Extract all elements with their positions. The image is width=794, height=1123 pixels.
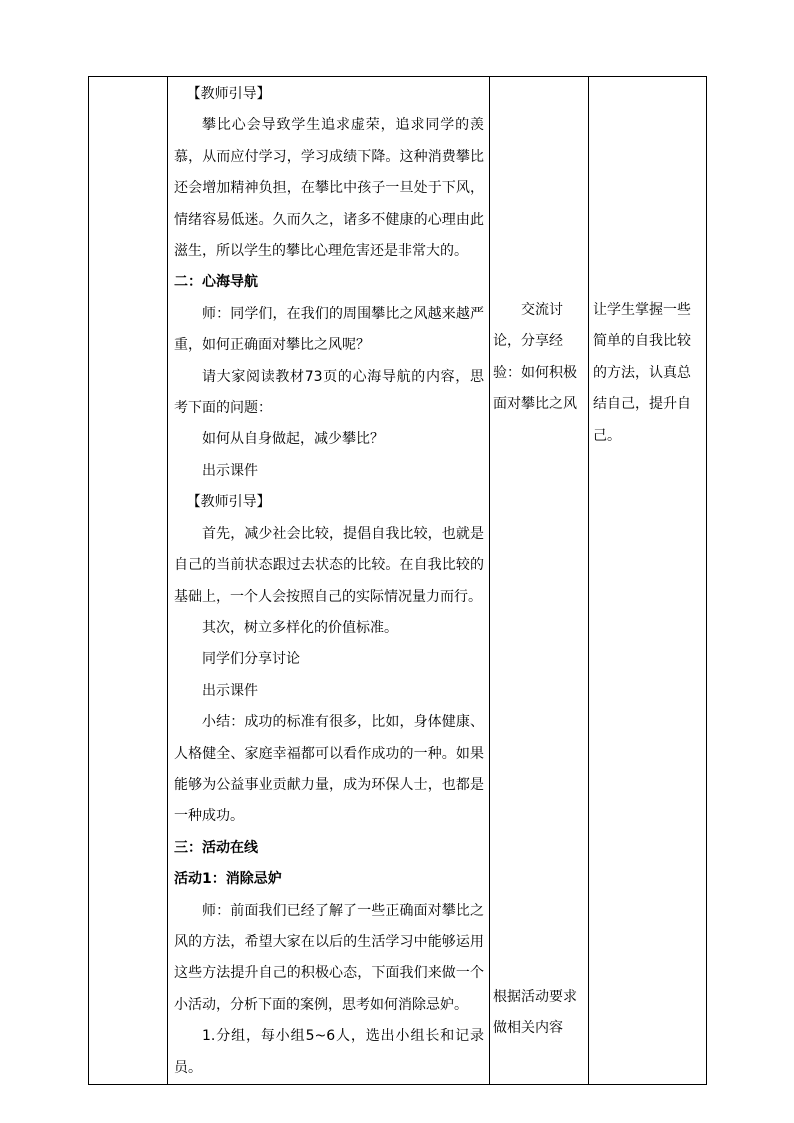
paragraph: 师：同学们，在我们的周围攀比之风越来越严重，如何正确面对攀比之风呢？	[174, 305, 484, 354]
paragraph: 出示课件	[202, 462, 258, 479]
paragraph: 师：前面我们已经了解了一些正确面对攀比之风的方法，希望大家在以后的生活学习中能够运用这些方法提升自己的积极心态，下面我们来做一个小活动，分析下面的案例，思考如何消除忌妒。	[174, 902, 484, 1013]
teacher-guide-label: 【教师引导】	[186, 86, 271, 102]
paragraph: 同学们分享讨论	[202, 651, 300, 668]
section-heading: 三：活动在线	[174, 839, 258, 856]
paragraph: 如何从自身做起，减少攀比？	[202, 431, 384, 448]
teacher-activity-cell	[168, 77, 490, 1085]
student-activity-cell	[490, 77, 589, 1085]
paragraph: 其次，树立多样化的价值标准。	[202, 619, 398, 636]
teacher-guide-label: 【教师引导】	[186, 494, 271, 511]
stage-cell	[89, 77, 168, 1085]
paragraph: 小结：成功的标准有很多，比如，身体健康、人格健全、家庭幸福都可以看作成功的一种。如果能够为公益事业贡献力量，成为环保人士，也都是一种成功。	[174, 714, 484, 825]
design-intent-text: 让学生掌握一些简单的自我比较的方法，认真总结自己，提升自己。	[593, 302, 691, 444]
lesson-plan-table	[88, 76, 707, 1085]
paragraph: 出示课件	[202, 682, 258, 699]
teacher-activity-content	[168, 77, 489, 1084]
design-intent-cell	[589, 77, 707, 1085]
paragraph: 攀比心会导致学生追求虚荣，追求同学的羡慕，从而应付学习，学习成绩下降。这种消费攀比还会增加精神负担，在攀比中孩子一旦处于下风，情绪容易低迷。久而久之，诸多不健康的心理由此滋生，所以学生的攀比心理危害还是非常大的。	[174, 117, 484, 260]
paragraph: 1.分组，每小组5~6人，选出小组长和记录员。	[174, 1028, 484, 1076]
student-activity-bottom: 根据活动要求做相关内容	[493, 989, 577, 1037]
section-heading: 二：心海导航	[174, 274, 258, 291]
paragraph: 首先，减少社会比较，提倡自我比较，也就是自己的当前状态跟过去状态的比较。在自我比较的基础上，一个人会按照自己的实际情况量力而行。	[174, 525, 484, 605]
section-heading: 活动1：消除忌妒	[174, 871, 282, 888]
student-activity-top: 交流讨论，分享经验：如何积极面对攀比之风	[493, 302, 577, 413]
paragraph: 请大家阅读教材73页的心海导航的内容，思考下面的问题：	[174, 368, 484, 417]
